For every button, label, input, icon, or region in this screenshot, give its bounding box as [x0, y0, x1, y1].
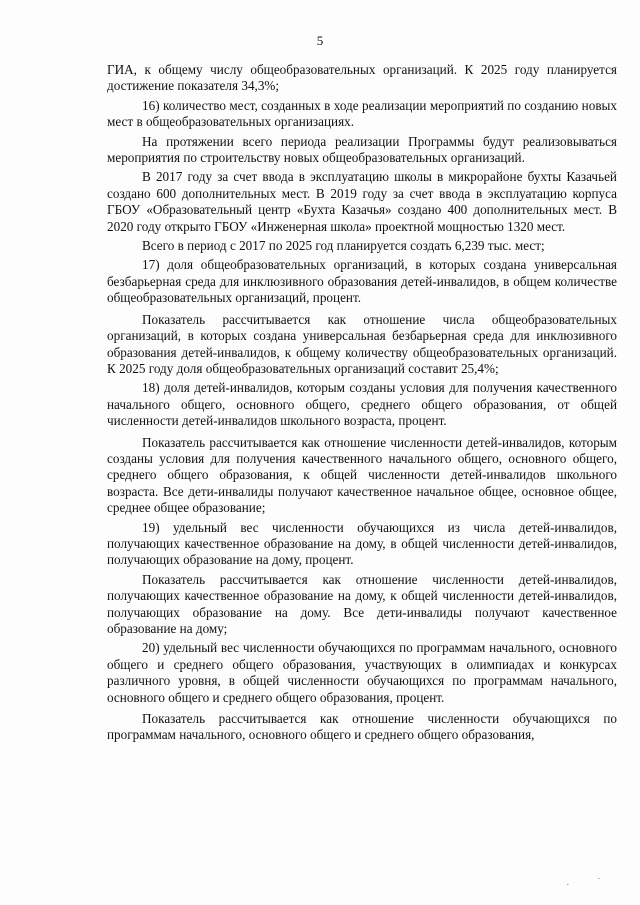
paragraph: 20) удельный вес численности обучающихся по программам начального, основного общего и среднего общего образования, участвующих в олимпиадах и конкурсах различного уровня, в общей численности обучающихся по программам начального, основного общего и среднего общего образования, процент. [107, 640, 617, 705]
paragraph: ГИА, к общему числу общеобразовательных организаций. К 2025 году планируется достижение показателя 34,3%; [107, 62, 617, 94]
paragraph: Всего в период с 2017 по 2025 год планируется создать 6,239 тыс. мест; [142, 238, 545, 254]
paragraph: 16) количество мест, созданных в ходе реализации мероприятий по созданию новых мест в общеобразовательных организациях. [107, 97, 617, 130]
paragraph: Показатель рассчитывается как отношение числа общеобразовательных организаций, в которых создана универсальная безбарьерная среда для инклюзивного образования детей-инвалидов, к общему количеству общеобразовательных организаций. К 2025 году доля общеобразовательных организаций составит 25,4%; [107, 311, 617, 376]
paragraph: 19) удельный вес численности обучающихся из числа детей-инвалидов, получающих качественное образование на дому, в общей численности детей-инвалидов, получающих образование на дому, процент. [107, 519, 617, 568]
paragraph: 17) доля общеобразовательных организаций, в которых создана универсальная безбарьерная среда для инклюзивного образования детей-инвалидов, в общем количестве общеобразовательных организаций, процент. [107, 257, 617, 306]
scan-speck: · [566, 879, 570, 891]
paragraph: Показатель рассчитывается как отношение численности детей-инвалидов, получающих качественное образование на дому, к общей численности детей-инвалидов, получающих образование на дому. Все дети-инвалиды получают качественное образование на дому; [107, 571, 617, 636]
page-number: 5 [316, 33, 324, 48]
paragraph: На протяжении всего периода реализации Программы будут реализовываться мероприятия по строительству новых общеобразовательных организаций. [107, 133, 617, 166]
scan-speck: · [597, 873, 601, 885]
paragraph: Показатель рассчитывается как отношение численности детей-инвалидов, которым созданы условия для получения качественного начального общего, основного общего, среднего общего образования, к общей численности детей-инвалидов школьного возраста. Все дети-инвалиды получают качественное начальное общее, основное общее, среднее общее образование; [107, 434, 617, 516]
document-body [107, 62, 617, 744]
paragraph: 18) доля детей-инвалидов, которым созданы условия для получения качественного начального общего, основного общего, среднего общего образования, от общей численности детей-инвалидов школьного возраста, процент. [107, 380, 617, 429]
paragraph: В 2017 году за счет ввода в эксплуатацию школы в микрорайоне бухты Казачьей создано 600 дополнительных мест. В 2019 году за счет ввода в эксплуатацию корпуса ГБОУ «Образовательный центр «Бухта Казачья» создано 400 дополнительных мест. В 2020 году открыто ГБОУ «Инженерная школа» проектной мощностью 1320 мест. [107, 169, 617, 234]
paragraph: Показатель рассчитывается как отношение численности обучающихся по программам начального, основного общего и среднего общего образования, [107, 711, 617, 743]
